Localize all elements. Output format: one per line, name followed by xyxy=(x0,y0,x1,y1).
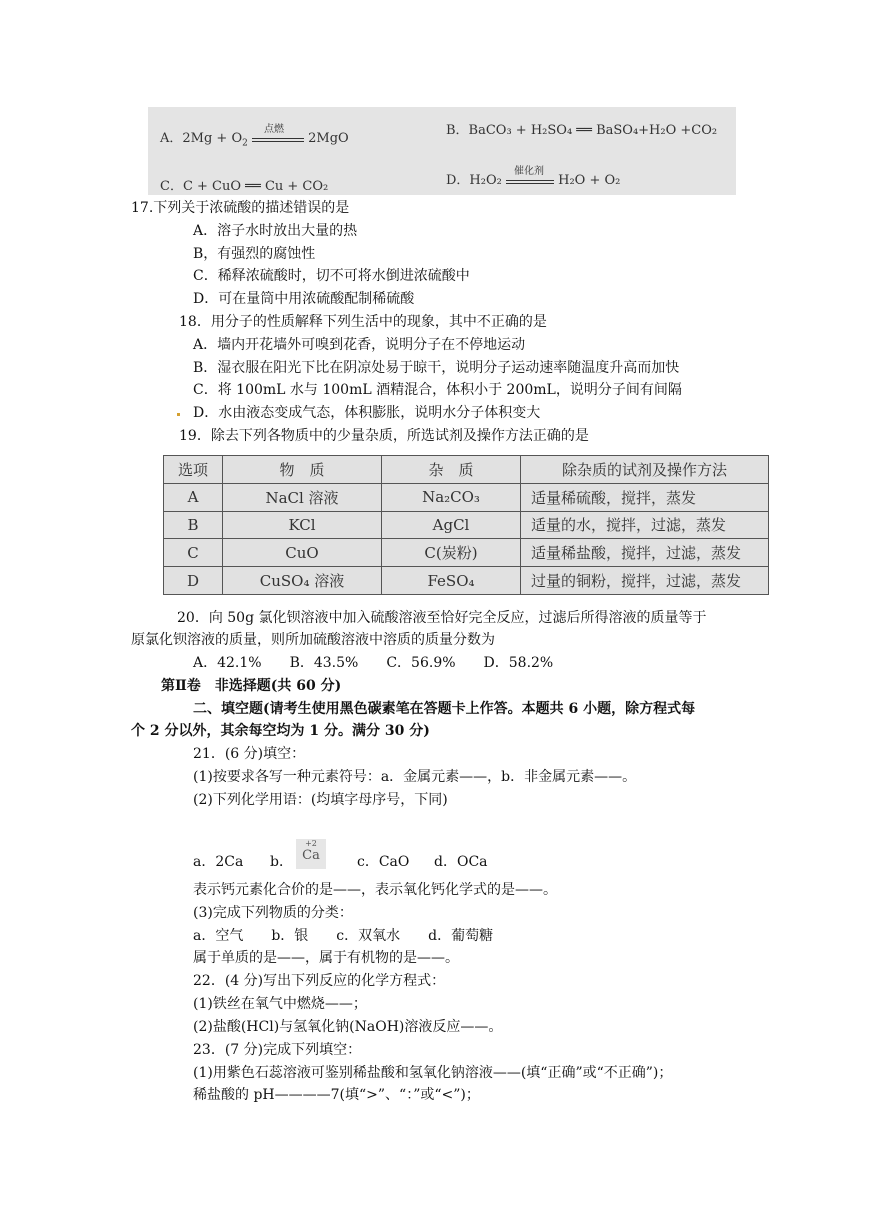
condition-catalyst: 催化剂 xyxy=(513,166,544,177)
q17-option-d: D．可在量筒中用浓硫酸配制稀硫酸 xyxy=(193,291,415,307)
q18-option-b: B．湿衣服在阳光下比在阴凉处易于晾干，说明分子运动速率随温度升高而加快 xyxy=(193,360,680,376)
row-a-impurity: Na₂CO₃ xyxy=(382,483,521,511)
row-b-option: B xyxy=(164,511,223,539)
row-c-substance: CuO xyxy=(223,539,382,567)
q20-options: A．42.1% B．43.5% C．56.9% D．58.2% xyxy=(193,655,554,671)
q21-part2-answer: 表示钙元素化合价的是——，表示氧化钙化学式的是——。 xyxy=(193,882,557,898)
row-b-method: 适量的水，搅拌，过滤，蒸发 xyxy=(521,511,769,539)
q17-option-b: B，有强烈的腐蚀性 xyxy=(193,246,316,262)
table-header-row xyxy=(164,456,769,484)
q21-part3: (3)完成下列物质的分类： xyxy=(193,905,353,921)
table-row xyxy=(164,567,769,595)
row-a-method: 适量稀硫酸，搅拌，蒸发 xyxy=(521,483,769,511)
row-d-substance: CuSO₄ 溶液 xyxy=(223,567,382,595)
row-d-option: D xyxy=(164,567,223,595)
header-method: 除杂质的试剂及操作方法 xyxy=(521,456,769,484)
q17-stem: 17.下列关于浓硫酸的描述错误的是 xyxy=(131,200,350,216)
part2-instruction-line1: 二、填空题(请考生使用黑色碳素笔在答题卡上作答。本题共 6 小题，除方程式每 xyxy=(193,701,696,717)
q18-option-a: A．墙内开花墙外可嗅到花香，说明分子在不停地运动 xyxy=(193,337,526,353)
row-d-method: 过量的铜粉，搅拌，过滤，蒸发 xyxy=(521,567,769,595)
q21-part2: (2)下列化学用语：(均填字母序号，下同) xyxy=(193,792,448,808)
q21-option-b: b． xyxy=(270,854,293,870)
q23-part2: 稀盐酸的 pH————7(填“>”、“：”或“<”)； xyxy=(193,1087,480,1103)
row-a-substance: NaCl 溶液 xyxy=(223,483,382,511)
q23-stem: 23．(7 分)完成下列填空： xyxy=(193,1042,362,1058)
table-row xyxy=(164,511,769,539)
condition-ignite: 点燃 xyxy=(263,124,284,135)
calcium-symbol: Ca xyxy=(302,848,320,863)
q22-stem: 22．(4 分)写出下列反应的化学方程式： xyxy=(193,973,446,989)
row-b-substance: KCl xyxy=(223,511,382,539)
row-c-method: 适量稀盐酸，搅拌，过滤，蒸发 xyxy=(521,539,769,567)
q21-part3-options: a．空气 b．银 c．双氧水 d．葡萄糖 xyxy=(193,928,494,944)
row-b-impurity: AgCl xyxy=(382,511,521,539)
q21-stem: 21．(6 分)填空： xyxy=(193,746,306,762)
q17-option-c: C．稀释浓硫酸时，切不可将水倒进浓硫酸中 xyxy=(193,268,470,284)
header-impurity: 杂 质 xyxy=(382,456,521,484)
table-row xyxy=(164,483,769,511)
q17-option-a: A．溶子水时放出大量的热 xyxy=(193,223,358,239)
q22-part1: (1)铁丝在氧气中燃烧——； xyxy=(193,996,367,1012)
row-a-option: A xyxy=(164,483,223,511)
q21-part1: (1)按要求各写一种元素符号：a．金属元素——，b．非金属元素——。 xyxy=(193,769,637,785)
q18-option-c: C．将 100mL 水与 100mL 酒精混合，体积小于 200mL，说明分子间有间隔 xyxy=(193,382,682,398)
valence-charge: +2 xyxy=(305,839,317,848)
q18-option-d: D．水由液态变成气态，体积膨胀，说明水分子体积变大 xyxy=(193,405,541,421)
q20-line1: 20．向 50g 氯化钡溶液中加入硫酸溶液至恰好完全反应，过滤后所得溶液的质量等于 xyxy=(177,610,707,626)
stray-mark xyxy=(177,413,180,416)
q18-stem: 18．用分子的性质解释下列生活中的现象，其中不正确的是 xyxy=(179,314,547,330)
table-row xyxy=(164,539,769,567)
part2-title: 第Ⅱ卷 非选择题(共 60 分) xyxy=(161,678,342,694)
row-d-impurity: FeSO₄ xyxy=(382,567,521,595)
part2-instruction-line2: 个 2 分以外，其余每空均为 1 分。满分 30 分) xyxy=(131,723,430,739)
equation-c: C．C + CuO ══ Cu + CO₂ xyxy=(160,179,329,194)
equations-image xyxy=(148,107,736,195)
header-option: 选项 xyxy=(164,456,223,484)
q21-part3-answer: 属于单质的是——，属于有机物的是——。 xyxy=(193,950,459,966)
q20-line2: 原氯化钡溶液的质量，则所加硫酸溶液中溶质的质量分数为 xyxy=(131,632,495,648)
q21-option-a: a．2Ca xyxy=(193,854,244,870)
q19-stem: 19．除去下列各物质中的少量杂质，所选试剂及操作方法正确的是 xyxy=(179,428,589,444)
q21-option-d: d．OCa xyxy=(434,854,488,870)
row-c-impurity: C(炭粉) xyxy=(382,539,521,567)
q23-part1: (1)用紫色石蕊溶液可鉴别稀盐酸和氢氧化钠溶液——(填“正确”或“不正确”)； xyxy=(193,1065,673,1081)
header-substance: 物 质 xyxy=(223,456,382,484)
row-c-option: C xyxy=(164,539,223,567)
equation-a: A．$2Mg + O_2$ 点燃 2MgO xyxy=(160,127,349,149)
q21-option-c: c．CaO xyxy=(357,854,410,870)
equation-b: B．BaCO₃ + H₂SO₄ ══ BaSO₄+H₂O +CO₂ xyxy=(446,123,718,138)
impurity-table xyxy=(163,455,769,595)
equation-d: D．H₂O₂ 催化剂 H₂O + O₂ xyxy=(446,169,620,188)
calcium-valence-image xyxy=(296,839,326,869)
q22-part2: (2)盐酸(HCl)与氢氧化钠(NaOH)溶液反应——。 xyxy=(193,1019,503,1035)
